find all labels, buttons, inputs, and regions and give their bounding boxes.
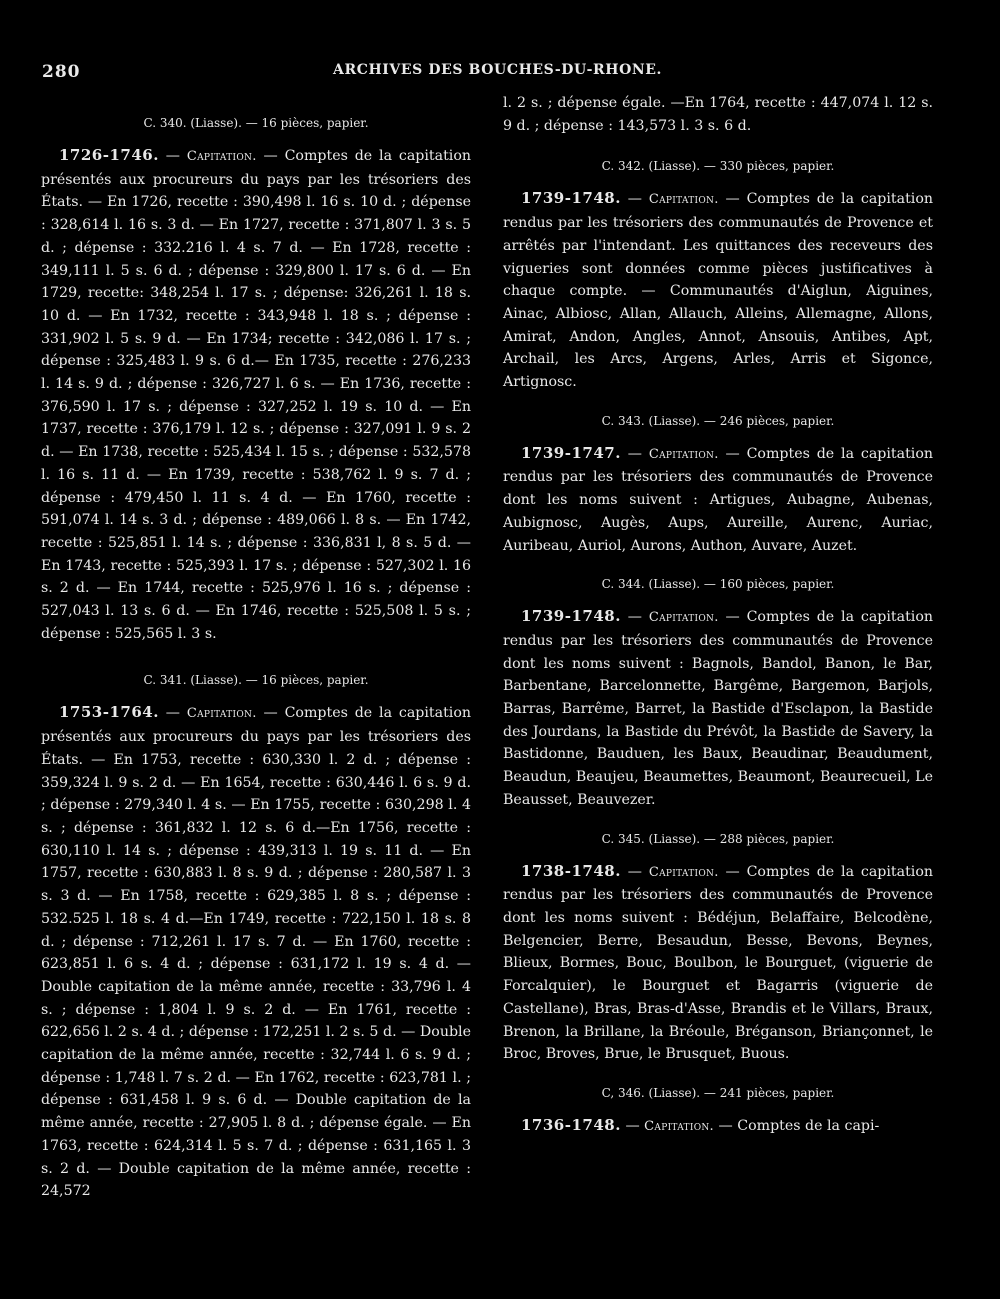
entry-dates: 1739-1748. xyxy=(521,189,621,208)
cote-c342: C. 342. (Liasse). — 330 pièces, papier. xyxy=(601,159,835,174)
running-title: ARCHIVES DES BOUCHES-DU-RHONE. xyxy=(333,62,663,78)
entry-c341: 1753-1764. — Capitation. — Comptes de la capitation présentés aux procureurs du pays par les trésoriers des États. — En 1753, recette : 630,330 l. 2 d. ; dépense : 359,324 l. 9 s. 2 d. — En 1654, recette : 630,446 l. 6 s. 9 d. ; dépense : 279,340 l. 4 s. — En 1755, recette : 630,298 l. 4 s. ; dépense : 361,832 l. 12 s. 6 d.—En 1756, recette : 630,110 l. 14 s. ; dépense : 439,313 l. 19 s. 11 d. — En 1757, recette : 630,883 l. 8 s. 9 d. ; dépense : 280,587 l. 3 s. 3 d. — En 1758, recette : 629,385 l. 8 s. ; dépense : 532.525 l. 18 s. 4 d.—En 1749, recette : 722,150 l. 18 s. 8 d. ; dépense : 712,261 l. 17 s. 7 d. — En 1760, recette : 623,851 l. 6 s. 4 d. ; dépense : 631,172 l. 19 s. 4 d. — Double capitation de la même année, recette : 33,796 l. 4 s. ; dépense : 1,804 l. 9 s. 2 d. — En 1761, recette : 622,656 l. 2 s. 4 d. ; dépense : 172,251 l. 2 s. 5 d. — Double capitation de la même année, recette : 32,744 l. 6 s. 9 d. ; dépense : 1,748 l. 7 s. 2 d. — En 1762, recette : 623,781 l. ; dépense : 631,458 l. 9 s. 6 d. — Double capitation de la même année, recette : 27,905 l. 8 d. ; dépense égale. — En 1763, recette : 624,314 l. 5 s. 7 d. ; dépense : 631,165 l. 3 s. 2 d. — Double capitation de la même année, recette : 24,572 xyxy=(41,703,471,1200)
entry-c344: 1739-1748. — Capitation. — Comptes de la capitation rendus par les trésoriers des communautés de Provence dont les noms suivent : Bagnols, Bandol, Banon, le Bar, Barbentane, Barcelonnette, Bargême, Bargemon, Barjols, Barras, Barrême, Barret, la Bastide d'Esclapon, la Bastide des Jourdans, la Bastide du Prévôt, la Bastide de Savery, la Bastidonne, Bauduen, les Baux, Beaudinar, Beaudument, Beaudun, Beaujeu, Beaumettes, Beaumont, Beaurecueil, Le Beausset, Beauvezer. xyxy=(503,607,933,808)
entry-c343: 1739-1747. — Capitation. — Comptes de la capitation rendus par les trésoriers des communautés de Provence dont les noms suivent : Artigues, Aubagne, Aubenas, Aubignosc, Augès, Aups, Aureille, Aurenc, Auriac, Auribeau, Auriol, Aurons, Authon, Auvare, Auzet. xyxy=(503,443,933,554)
entry-text: — Comptes de la capitation rendus par les trésoriers des communautés de Provence dont les noms suivent : Bédéjun, Belaffaire, Belcodène, Belgencier, Berre, Besaudun, Besse, Bevons, Beynes, Blieux, Bormes, Bouc, Boulbon, le Bourguet, (viguerie de Forcalquier), le Bourguet et Bagarris (viguerie de Castellane), Bras, Bras-d'Asse, Brandis et le Villars, Braux, Brenon, la Brillane, la Bréoule, Bréganson, Briançonnet, le Broc, Broves, Brue, le Brusquet, Buous. xyxy=(503,863,933,1063)
entry-dates: 1726-1746. xyxy=(59,146,159,164)
entry-c340: 1726-1746. — Capitation. — Comptes de la capitation présentés aux procureurs du pays par les trésoriers des États. — En 1726, recette : 390,498 l. 16 s. 10 d. ; dépense : 328,614 l. 16 s. 3 d. — En 1727, recette : 371,807 l. 3 s. 5 d. ; dépense : 332.216 l. 4 s. 7 d. — En 1728, recette : 349,111 l. 5 s. 6 d. ; dépense : 329,800 l. 17 s. 6 d. — En 1729, recette: 348,254 l. 17 s. ; dépense: 326,261 l. 18 s. 10 d. — En 1732, recette : 343,948 l. 18 s. ; dépense : 331,902 l. 5 s. 9 d. — En 1734; recette : 342,086 l. 17 s. ; dépense : 325,483 l. 9 s. 6 d.— En 1735, recette : 276,233 l. 14 s. 9 d. ; dépense : 326,727 l. 6 s. — En 1736, recette : 376,590 l. 17 s. ; dépense : 327,252 l. 19 s. 10 d. — En 1737, recette : 376,179 l. 12 s. ; dépense : 327,091 l. 9 s. 2 d. — En 1738, recette : 525,434 l. 15 s. ; dépense : 532,578 l. 16 s. 11 d. — En 1739, recette : 538,762 l. 9 s. 7 d. ; dépense : 479,450 l. 11 s. 4 d. — En 1760, recette : 591,074 l. 14 s. 3 d. ; dépense : 489,066 l. 8 s. — En 1742, recette : 525,851 l. 14 s. ; dépense : 336,831 l, 8 s. 5 d. — En 1743, recette : 525,393 l. 17 s. ; dépense : 527,302 l. 16 s. 2 d. — En 1744, recette : 525,976 l. 16 s. ; dépense : 527,043 l. 13 s. 6 d. — En 1746, recette : 525,508 l. 5 s. ; dépense : 525,565 l. 3 s. xyxy=(41,146,471,642)
cote-c340: C. 340. (Liasse). — 16 pièces, papier. xyxy=(143,116,369,130)
entry-c346: 1736-1748. — Capitation. — Comptes de la capi- xyxy=(521,1115,880,1134)
entry-text: — Comptes de la capitation présentés aux procureurs du pays par les trésoriers des États. — En 1726, recette : 390,498 l. 16 s. 10 d. ; dépense : 328,614 l. 16 s. 3 d. — En 1727, recette : 371,807 l. 3 s. 5 d. ; dépense : 332.216 l. 4 s. 7 d. — En 1728, recette : 349,111 l. 5 s. 6 d. ; dépense : 329,800 l. 17 s. 6 d. — En 1729, recette: 348,254 l. 17 s. ; dépense: 326,261 l. 18 s. 10 d. — En 1732, recette : 343,948 l. 18 s. ; dépense : 331,902 l. 5 s. 9 d. — En 1734; recette : 342,086 l. 17 s. ; dépense : 325,483 l. 9 s. 6 d.— En 1735, recette : 276,233 l. 14 s. 9 d. ; dépense : 326,727 l. 6 s. — En 1736, recette : 376,590 l. 17 s. ; dépense : 327,252 l. 19 s. 10 d. — En 1737, recette : 376,179 l. 12 s. ; dépense : 327,091 l. 9 s. 2 d. — En 1738, recette : 525,434 l. 15 s. ; dépense : 532,578 l. 16 s. 11 d. — En 1739, recette : 538,762 l. 9 s. 7 d. ; dépense : 479,450 l. 11 s. 4 d. — En 1760, recette : 591,074 l. 14 s. 3 d. ; dépense : 489,066 l. 8 s. — En 1742, recette : 525,851 l. 14 s. ; dépense : 336,831 l, 8 s. 5 d. — En 1743, recette : 525,393 l. 17 s. ; dépense : 527,302 l. 16 s. 2 d. — En 1744, recette : 525,976 l. 16 s. ; dépense : 527,043 l. 13 s. 6 d. — En 1746, recette : 525,508 l. 5 s. ; dépense : 525,565 l. 3 s. xyxy=(41,148,471,642)
entry-dates: 1739-1747. xyxy=(521,443,621,462)
entry-subject: Capitation. xyxy=(644,1118,714,1134)
entry-text: — Comptes de la capitation présentés aux procureurs du pays par les trésoriers des États. — En 1753, recette : 630,330 l. 2 d. ; dépense : 359,324 l. 9 s. 2 d. — En 1654, recette : 630,446 l. 6 s. 9 d. ; dépense : 279,340 l. 4 s. — En 1755, recette : 630,298 l. 4 s. ; dépense : 361,832 l. 12 s. 6 d.—En 1756, recette : 630,110 l. 14 s. ; dépense : 439,313 l. 19 s. 11 d. — En 1757, recette : 630,883 l. 8 s. 9 d. ; dépense : 280,587 l. 3 s. 3 d. — En 1758, recette : 629,385 l. 8 s. ; dépense : 532.525 l. 18 s. 4 d.—En 1749, recette : 722,150 l. 18 s. 8 d. ; dépense : 712,261 l. 17 s. 7 d. — En 1760, recette : 623,851 l. 6 s. 4 d. ; dépense : 631,172 l. 19 s. 4 d. — Double capitation de la même année, recette : 33,796 l. 4 s. ; dépense : 1,804 l. 9 s. 2 d. — En 1761, recette : 622,656 l. 2 s. 4 d. ; dépense : 172,251 l. 2 s. 5 d. — Double capitation de la même année, recette : 32,744 l. 6 s. 9 d. ; dépense : 1,748 l. 7 s. 2 d. — En 1762, recette : 623,781 l. ; dépense : 631,458 l. 9 s. 6 d. — Double capitation de la même année, recette : 27,905 l. 8 d. ; dépense égale. — En 1763, recette : 624,314 l. 5 s. 7 d. ; dépense : 631,165 l. 3 s. 2 d. — Double capitation de la même année, recette : 24,572 xyxy=(41,705,471,1200)
entry-subject: Capitation. xyxy=(648,610,719,626)
entry-subject: Capitation. xyxy=(648,864,719,880)
cote-c344: C. 344. (Liasse). — 160 pièces, papier. xyxy=(601,577,835,592)
continuation-text: l. 2 s. ; dépense égale. —En 1764, recette : 447,074 l. 12 s. 9 d. ; dépense : 143,573 l. 3 s. 6 d. xyxy=(503,95,933,134)
entry-subject: Capitation. xyxy=(186,149,257,164)
page-number: 280 xyxy=(42,62,81,82)
entry-dates: 1738-1748. xyxy=(521,861,621,880)
entry-dates: 1753-1764. xyxy=(59,703,159,722)
entry-subject: Capitation. xyxy=(186,706,257,722)
entry-dates: 1736-1748. xyxy=(521,1115,621,1134)
entry-dates: 1739-1748. xyxy=(521,607,621,626)
cote-c346: C, 346. (Liasse). — 241 pièces, papier. xyxy=(601,1085,835,1100)
left-column xyxy=(41,92,471,1203)
cote-c345: C. 345. (Liasse). — 288 pièces, papier. xyxy=(601,831,835,846)
entry-c342: 1739-1748. — Capitation. — Comptes de la capitation rendus par les trésoriers des communautés de Provence et arrêtés par l'intendant. Les quittances des receveurs des vigueries sont données comme pièces justificatives à chaque compte. — Communautés d'Aiglun, Aiguines, Ainac, Albiosc, Allan, Allauch, Alleins, Allemagne, Allons, Amirat, Andon, Angles, Annot, Ansouis, Antibes, Apt, Archail, les Arcs, Argens, Arles, Arris et Sigonce, Artignosc. xyxy=(503,189,933,391)
entry-subject: Capitation. xyxy=(648,446,719,462)
entry-c345: 1738-1748. — Capitation. — Comptes de la capitation rendus par les trésoriers des communautés de Provence dont les noms suivent : Bédéjun, Belaffaire, Belcodène, Belgencier, Berre, Besaudun, Besse, Bevons, Beynes, Blieux, Bormes, Bouc, Boulbon, le Bourguet, (viguerie de Forcalquier), le Bourguet et Bagarris (viguerie de Castellane), Bras, Bras-d'Asse, Brandis et le Villars, Braux, Brenon, la Brillane, la Bréoule, Bréganson, Briançonnet, le Broc, Broves, Brue, le Brusquet, Buous. xyxy=(503,861,933,1063)
entry-text: — Comptes de la capitation rendus par les trésoriers des communautés de Provence et arrêtés par l'intendant. Les quittances des receveurs des vigueries sont données comme pièces justificatives à chaque compte. — Communautés d'Aiglun, Aiguines, Ainac, Albiosc, Allan, Allauch, Alleins, Allemagne, Allons, Amirat, Andon, Angles, Annot, Ansouis, Antibes, Apt, Archail, les Arcs, Argens, Arles, Arris et Sigonce, Artignosc. xyxy=(503,191,933,391)
cote-c341: C. 341. (Liasse). — 16 pièces, papier. xyxy=(143,673,369,688)
right-column xyxy=(503,92,933,1139)
entry-text: — Comptes de la capi- xyxy=(718,1117,880,1134)
entry-text: — Comptes de la capitation rendus par les trésoriers des communautés de Provence dont les noms suivent : Bagnols, Bandol, Banon, le Bar, Barbentane, Barcelonnette, Bargême, Bargemon, Barjols, Barras, Barrême, Barret, la Bastide d'Esclapon, la Bastide des Jourdans, la Bastide du Prévôt, la Bastide de Savery, la Bastidonne, Bauduen, les Baux, Beaudinar, Beaudument, Beaudun, Beaujeu, Beaumettes, Beaumont, Beaurecueil, Le Beausset, Beauvezer. xyxy=(503,609,933,808)
entry-subject: Capitation. xyxy=(648,192,719,208)
cote-c343: C. 343. (Liasse). — 246 pièces, papier. xyxy=(601,413,835,428)
entry-text: — Comptes de la capitation rendus par les trésoriers des communautés de Provence dont les noms suivent : Artigues, Aubagne, Aubenas, Aubignosc, Augès, Aups, Aureille, Aurenc, Auriac, Auribeau, Auriol, Aurons, Authon, Auvare, Auzet. xyxy=(503,445,933,554)
